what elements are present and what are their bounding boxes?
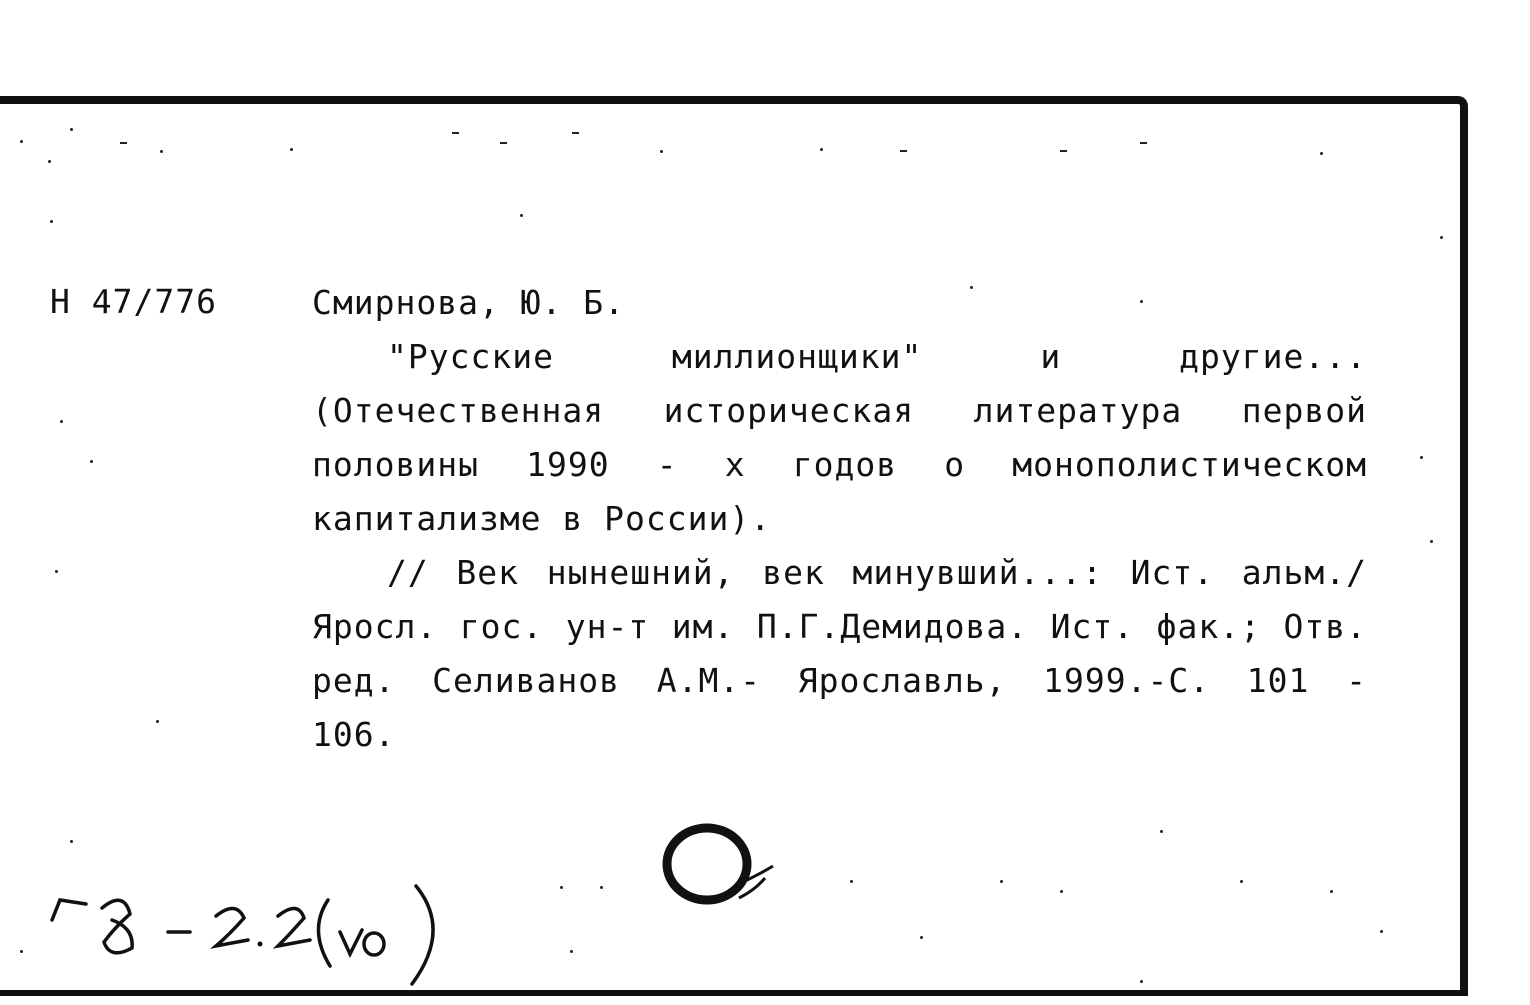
- author: Смирнова, Ю. Б.: [312, 283, 626, 322]
- title: "Русские миллионщики" и другие... (Отечественная историческая литература первой половины 1990 - х годов о монополистическом капитализме в России).: [312, 337, 1367, 538]
- shelfmark: Н 47/776: [50, 282, 217, 321]
- bibliographic-entry: [312, 276, 1367, 762]
- circle-mark-icon: [655, 812, 785, 922]
- source: // Век нынешний, век минувший...: Ист. альм./ Яросл. гос. ун-т им. П.Г.Демидова. Ист. фак.; Отв. ред. Селиванов А.М.- Ярославль, 1999.-С. 101 - 106.: [312, 553, 1367, 754]
- handwritten-note: [40, 880, 480, 990]
- handwritten-note-drawing: [40, 880, 480, 990]
